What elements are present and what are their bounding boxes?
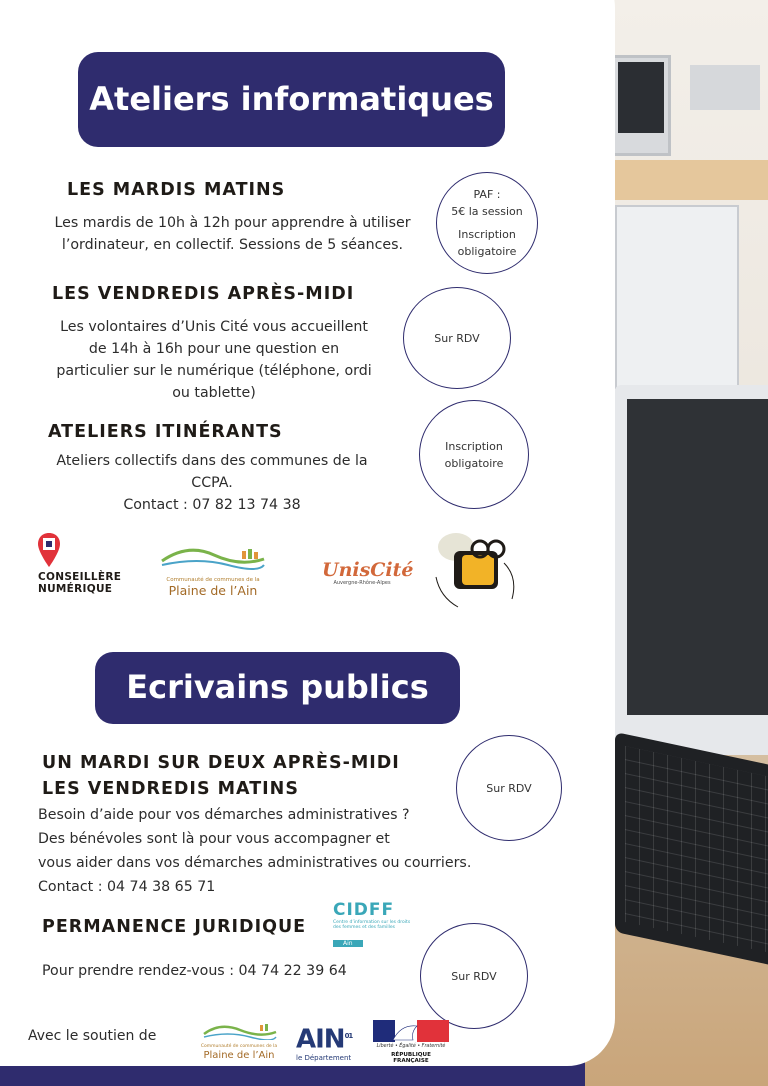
writers-rdv-badge: Sur RDV: [456, 735, 562, 841]
friday-afternoon-text: Les volontaires d’Unis Cité vous accueillent de 14h à 16h pour une question en particulier sur le numérique (téléphone, ordi ou tablette): [56, 319, 372, 401]
marianne-flag-icon: [373, 1020, 449, 1042]
bee-icon: [428, 527, 523, 617]
tuesday-morning-text: Les mardis de 10h à 12h pour apprendre à utiliser l’ordinateur, en collectif. Sessions de 5 séances.: [54, 215, 411, 253]
fee-badge: PAF : 5€ la session Inscription obligatoire: [436, 172, 538, 274]
registration-badge: Inscription obligatoire: [419, 400, 529, 509]
unis-cite-logo: UnisCité Auvergne-Rhône-Alpes: [322, 559, 414, 586]
friday-afternoon-heading: LES VENDREDIS APRÈS-MIDI: [52, 284, 355, 304]
legal-text: Pour prendre rendez-vous : 04 74 22 39 64: [42, 963, 347, 979]
public-writers-text: Besoin d’aide pour vos démarches administratives ? Des bénévoles sont là pour vous accompagner et vous aider dans vos démarches administratives ou courriers. Contact : 04 74 38 65 71: [38, 807, 472, 895]
public-writers-heading: UN MARDI SUR DEUX APRÈS-MIDI LES VENDREDIS MATINS: [42, 753, 400, 799]
landscape-icon: [200, 1018, 278, 1040]
itinerant-heading: ATELIERS ITINÉRANTS: [48, 422, 283, 442]
location-pin-icon: [38, 533, 60, 567]
republique-francaise-logo: Liberté • Égalité • Fraternité RÉPUBLIQUE FRANÇAISE: [373, 1020, 449, 1064]
landscape-icon: [158, 537, 268, 573]
rdv-badge: Sur RDV: [403, 287, 511, 389]
cidff-logo: CIDFF Centre d’information sur les droits des femmes et des familles Ain: [333, 900, 411, 947]
support-text: Avec le soutien de: [28, 1028, 157, 1044]
ain-departement-logo: AIN$^{01}$ le Département: [296, 1024, 353, 1062]
plaine-de-lain-logo: Communauté de communes de la Plaine de l’Ain: [158, 537, 268, 607]
legal-rdv-badge: Sur RDV: [420, 923, 528, 1029]
itinerant-text: Ateliers collectifs dans des communes de la CCPA. Contact : 07 82 13 74 38: [56, 453, 368, 513]
tuesday-morning-heading: LES MARDIS MATINS: [67, 180, 286, 200]
public-writers-title: Ecrivains publics: [95, 652, 460, 724]
bee-numerique-logo: [428, 527, 523, 617]
footer-plaine-logo: Communauté de communes de la Plaine de l’Ain: [200, 1018, 278, 1066]
conseillere-numerique-logo: CONSEILLÈRE NUMÉRIQUE: [38, 533, 118, 603]
workshops-title: Ateliers informatiques: [78, 52, 505, 147]
legal-heading: PERMANENCE JURIDIQUE: [42, 917, 307, 937]
